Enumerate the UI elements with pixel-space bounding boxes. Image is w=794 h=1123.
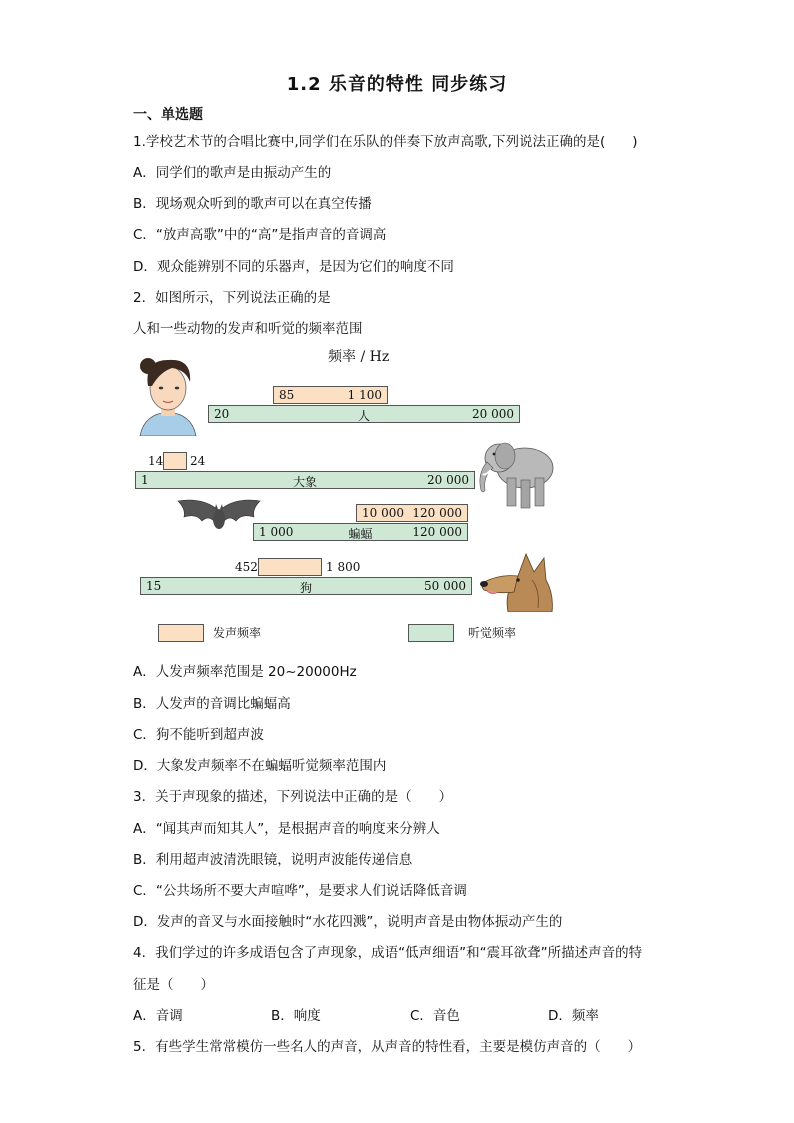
- bat-hear-bar: [253, 523, 468, 541]
- bat-name: 蝙蝠: [348, 527, 373, 541]
- bat-make-bar: [356, 504, 468, 522]
- human-make-low: 85: [279, 388, 295, 402]
- q2-caption: 人和一些动物的发声和听觉的频率范围: [133, 321, 363, 337]
- q3-option-d: D．发声的音叉与水面接触时“水花四溅”，说明声音是由物体振动产生的: [133, 914, 563, 930]
- legend-hear-swatch: [408, 624, 454, 642]
- dog-icon: [478, 550, 556, 612]
- dog-hear-bar: [140, 577, 472, 595]
- q4-stem-line1: 4．我们学过的许多成语包含了声现象，成语“低声细语”和“震耳欲聋”所描述声音的特: [133, 945, 643, 961]
- q2-stem: 2．如图所示，下列说法正确的是: [133, 290, 331, 306]
- q4-stem-line2: 征是（ ）: [133, 977, 214, 993]
- q5-stem: 5．有些学生常常模仿一些名人的声音，从声音的特性看，主要是模仿声音的（ ）: [133, 1039, 642, 1055]
- q2-option-b: B．人发声的音调比蝙蝠高: [133, 696, 291, 712]
- section-heading: 一、单选题: [133, 107, 203, 123]
- human-icon: [134, 352, 202, 436]
- human-make-high: 1 100: [347, 388, 382, 402]
- dog-make-low: 452: [235, 560, 258, 574]
- q1-option-a: A．同学们的歌声是由振动产生的: [133, 165, 332, 181]
- elephant-make-low: 14: [148, 454, 164, 468]
- q2-option-a: A．人发声频率范围是 20~20000Hz: [133, 664, 357, 680]
- bat-icon: [174, 495, 264, 539]
- q3-option-b: B．利用超声波清洗眼镜，说明声波能传递信息: [133, 852, 413, 868]
- elephant-make-bar: [163, 452, 187, 470]
- q2-option-c: C．狗不能听到超声波: [133, 727, 264, 743]
- legend-make-swatch: [158, 624, 204, 642]
- legend-make-label: 发声频率: [213, 626, 262, 640]
- q1-option-d: D．观众能辨别不同的乐器声，是因为它们的响度不同: [133, 259, 454, 275]
- dog-hear-low: 15: [146, 579, 162, 593]
- bat-hear-low: 1 000: [259, 525, 294, 539]
- dog-make-high: 1 800: [326, 560, 361, 574]
- elephant-icon: [473, 434, 559, 514]
- q1-option-b: B．现场观众听到的歌声可以在真空传播: [133, 196, 372, 212]
- page-title: 1.2 乐音的特性 同步练习: [286, 74, 508, 95]
- elephant-hear-high: 20 000: [427, 473, 469, 487]
- elephant-name: 大象: [292, 475, 317, 489]
- q1-option-c: C．“放声高歌”中的“高”是指声音的音调高: [133, 227, 387, 243]
- figure-header: 频率 / Hz: [328, 349, 390, 365]
- legend-hear-label: 听觉频率: [468, 626, 517, 640]
- human-hear-low: 20: [214, 407, 230, 421]
- q3-stem: 3．关于声现象的描述，下列说法中正确的是（ ）: [133, 789, 453, 805]
- elephant-hear-bar: [135, 471, 475, 489]
- q4-option-b: B．响度: [271, 1008, 321, 1024]
- bat-make-low: 10 000: [362, 506, 404, 520]
- human-make-bar: [273, 386, 388, 404]
- q4-option-d: D．频率: [548, 1008, 599, 1024]
- dog-name: 狗: [299, 581, 312, 595]
- q4-option-c: C．音色: [410, 1008, 460, 1024]
- elephant-make-high: 24: [190, 454, 206, 468]
- human-name: 人: [357, 409, 370, 423]
- bat-hear-high: 120 000: [412, 525, 462, 539]
- frequency-range-figure: [128, 340, 568, 650]
- bat-make-high: 120 000: [412, 506, 462, 520]
- q3-option-c: C．“公共场所不要大声喧哗”，是要求人们说话降低音调: [133, 883, 467, 899]
- q4-option-a: A．音调: [133, 1008, 183, 1024]
- elephant-hear-low: 1: [141, 473, 149, 487]
- human-hear-high: 20 000: [472, 407, 514, 421]
- q2-option-d: D．大象发声频率不在蝙蝠听觉频率范围内: [133, 758, 387, 774]
- q3-option-a: A．“闻其声而知其人”，是根据声音的响度来分辨人: [133, 821, 440, 837]
- dog-make-bar: [258, 558, 322, 576]
- dog-hear-high: 50 000: [424, 579, 466, 593]
- q1-stem: 1.学校艺术节的合唱比赛中,同学们在乐队的伴奏下放声高歌,下列说法正确的是( ): [133, 134, 638, 150]
- human-hear-bar: [208, 405, 520, 423]
